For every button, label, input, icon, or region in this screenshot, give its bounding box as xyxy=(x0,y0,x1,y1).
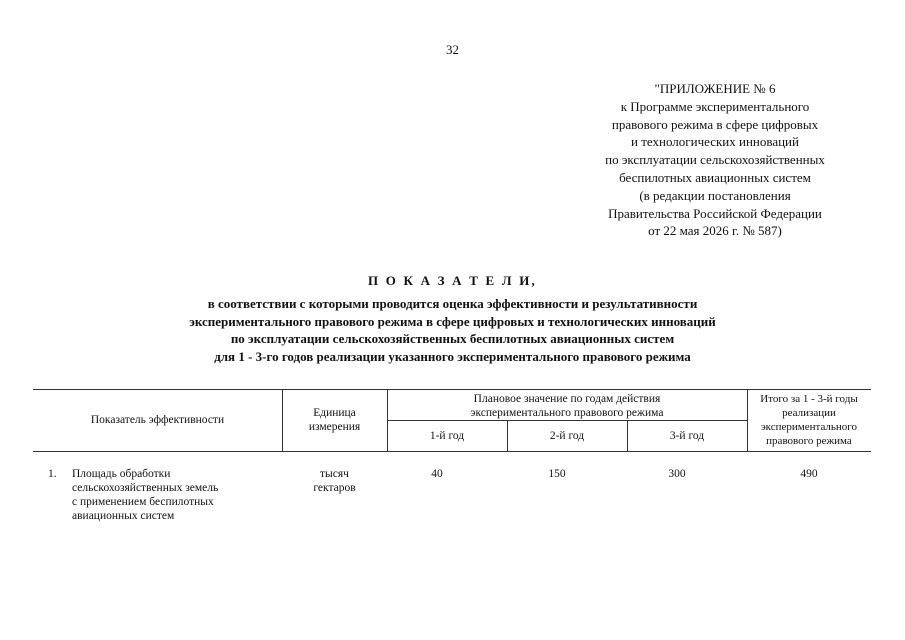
row-unit-line: тысяч xyxy=(320,468,349,480)
row-year-3: 300 xyxy=(668,468,686,480)
annex-block xyxy=(565,80,865,240)
subtitle-line: в соответствии с которыми проводится оценка эффективности и результативности xyxy=(207,296,698,311)
header-unit-line: Единица xyxy=(313,407,356,419)
annex-line: правового режима в сфере цифровых xyxy=(611,116,819,132)
annex-line: "ПРИЛОЖЕНИЕ № 6 xyxy=(654,81,776,96)
row-year-2: 150 xyxy=(548,468,566,480)
row-year-1: 40 xyxy=(431,468,443,480)
table-top-rule xyxy=(33,389,871,390)
annex-line: от 22 мая 2026 г. № 587) xyxy=(648,223,782,239)
row-total: 490 xyxy=(800,468,818,480)
header-total-line: реализации xyxy=(782,407,836,419)
table-header-bottom-rule xyxy=(33,451,871,452)
annex-line: Правительства Российской Федерации xyxy=(608,205,822,221)
row-indicator xyxy=(72,467,277,523)
annex-line: (в редакции постановления xyxy=(639,187,791,203)
subtitle-line: по эксплуатации сельскохозяйственных беспилотных авиационных систем xyxy=(230,331,675,346)
header-planned-line: экспериментального правового режима xyxy=(470,407,664,419)
page-number: 32 xyxy=(446,42,459,57)
header-total-line: правового режима xyxy=(766,435,852,447)
header-unit xyxy=(282,406,387,434)
header-total xyxy=(747,392,871,448)
header-year-2: 2-й год xyxy=(549,430,585,442)
document-title: П О К А З А Т Е Л И, xyxy=(368,273,537,288)
row-indicator-line: сельскохозяйственных земель xyxy=(72,482,219,494)
annex-line: и технологических инноваций xyxy=(631,134,799,150)
subtitle-line: экспериментального правового режима в сфере цифровых и технологических инноваций xyxy=(189,313,716,329)
row-number: 1. xyxy=(48,468,57,480)
row-unit xyxy=(282,467,387,495)
row-indicator-line: авиационных систем xyxy=(72,510,175,522)
header-planned-line: Плановое значение по годам действия xyxy=(473,393,661,405)
header-unit-line: измерения xyxy=(308,421,361,433)
document-subtitle xyxy=(0,295,905,365)
subtitle-line: для 1 - 3-го годов реализации указанного экспериментального правового режима xyxy=(214,348,691,364)
annex-line: к Программе экспериментального xyxy=(620,98,810,114)
row-indicator-line: с применением беспилотных xyxy=(72,496,214,508)
header-year-1: 1-й год xyxy=(429,430,465,442)
table-subheader-rule xyxy=(387,420,747,421)
header-total-line: экспериментального xyxy=(760,421,858,433)
header-total-line: Итого за 1 - 3-й годы xyxy=(760,393,858,405)
header-indicator: Показатель эффективности xyxy=(90,414,225,426)
header-year-3: 3-й год xyxy=(669,430,705,442)
header-planned xyxy=(387,392,747,420)
row-unit-line: гектаров xyxy=(313,482,356,494)
annex-line: беспилотных авиационных систем xyxy=(619,169,811,185)
annex-line: по эксплуатации сельскохозяйственных xyxy=(605,152,825,168)
row-indicator-line: Площадь обработки xyxy=(72,468,171,480)
